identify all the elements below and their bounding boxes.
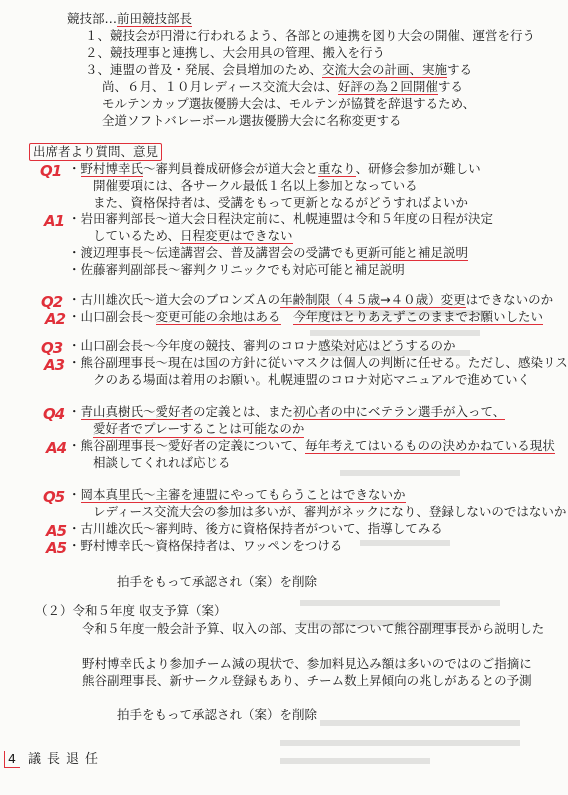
- budget-comment: 野村博幸氏より参加チーム減の現状で、参加料見込み額は多いのではのご指摘に: [82, 656, 532, 671]
- q1-line-2: 開催要項には、各サークル最低１名以上参加となっている: [93, 178, 418, 193]
- budget-reply: 熊谷副理事長、新サークル登録もあり、チーム数上昇傾向の兆しがあるとの予測: [82, 673, 532, 688]
- duty-3-highlight: 交流大会の計画、実施: [322, 62, 448, 77]
- approval-note: 拍手をもって承認され（案）を削除: [117, 574, 318, 589]
- q1-highlight: 重なり: [318, 161, 356, 176]
- a1-highlight: 日程変更はできない: [180, 228, 293, 243]
- duty-3-tail: する: [447, 62, 473, 77]
- q3-line: ・山口副会長～今年度の競技、審判のコロナ感染対応はどうするのか: [68, 338, 456, 353]
- ladies-event-note: [102, 79, 463, 95]
- dept-head-name: 前田競技部長: [117, 11, 193, 26]
- q2-tail: はできないのか: [465, 292, 554, 307]
- a4-line: [68, 438, 555, 454]
- q4-highlight: 初心者の中にベテラン選手が入って、: [293, 404, 506, 419]
- a5-line: ・古川雄次氏～審判時、後方に資格保持者がついて、指導してみる: [68, 521, 443, 536]
- a1b-highlight: 更新可能と補足説明: [355, 245, 469, 260]
- a1-line: ・岩田審判部長～道大会日程決定前に、札幌連盟は令和５年度の日程が決定: [68, 211, 494, 226]
- duty-3-text: ３、連盟の普及・発展、会員増加のため、: [85, 62, 323, 77]
- duty-1: １、競技会が円滑に行われるよう、各部との連携を図り大会の開催、運営を行う: [85, 28, 536, 43]
- bullet: ・: [68, 161, 81, 176]
- marker-a2: A2: [45, 310, 66, 328]
- q2-line: [68, 292, 553, 308]
- a5-line-2: ・野村博幸氏～資格保持者は、ワッペンをつける: [68, 538, 343, 553]
- a2-highlight-2: 今年度はとりあえずこのままでお願いしたい: [293, 309, 544, 324]
- marker-q1: Q1: [40, 162, 62, 180]
- marker-a1: A1: [44, 212, 65, 230]
- marker-a4: A4: [46, 439, 67, 457]
- molten-cup-note: モルテンカップ選抜優勝大会は、モルテンが協賛を辞退するため、: [102, 96, 476, 111]
- bullet: ・: [68, 487, 81, 502]
- qa-section-heading: 出席者より質問、意見: [29, 143, 162, 161]
- marker-q2: Q2: [41, 293, 63, 311]
- dept-label: 競技部…: [67, 11, 118, 26]
- q2-text: ・古川雄次氏～道大会のブロンズＡの: [68, 292, 281, 307]
- budget-line: 令和５年度一般会計予算、収入の部、支出の部について熊谷副理事長から説明した: [82, 621, 545, 636]
- a1b-text: ・渡辺理事長～伝達講習会、普及講習会の受講でも: [68, 245, 356, 260]
- marker-a3: A3: [44, 356, 65, 374]
- budget-heading: （２）令和５年度 収支予算（案）: [35, 603, 227, 618]
- rename-note: 全道ソフトバレーボール選抜優勝大会に名称変更する: [102, 113, 402, 128]
- a1-line-3: [68, 245, 468, 261]
- q4-line-2: 愛好者でプレーすることは可能なのか: [93, 421, 305, 436]
- section-4-heading: [4, 751, 104, 768]
- q2-highlight: 年齢制限（４５歳→４０歳）変更: [280, 292, 466, 307]
- a4-line-2: 相談してくれれば応じる: [93, 455, 231, 470]
- q4-speaker: 青山真樹氏～愛好者: [80, 404, 194, 419]
- a1-line-4: ・佐藤審判副部長～審判クリニックでも対応可能と補足説明: [68, 262, 405, 277]
- q1-speaker: 野村博幸氏: [80, 161, 144, 176]
- a3-line: ・熊谷副理事長～現在は国の方針に従いマスクは個人の判断に任せる。ただし、感染リス: [68, 355, 568, 370]
- q1-tail: 、研修会参加が難しい: [355, 161, 481, 176]
- q5-line: [68, 487, 406, 503]
- marker-q5: Q5: [43, 488, 65, 506]
- ladies-event-text: 尚、６月、１０月レディース交流大会は、: [102, 79, 338, 94]
- q4-line: [68, 404, 505, 420]
- a2-text: ・山口副会長～: [68, 309, 156, 324]
- ladies-event-highlight: 好評の為２回開催: [337, 79, 438, 94]
- duty-3: [85, 62, 472, 78]
- marker-q3: Q3: [41, 339, 63, 357]
- section-title: 議長退任: [27, 752, 104, 767]
- q5-highlight: 岡本真里氏～主審を連盟にやってもらうことはできないか: [80, 487, 406, 502]
- marker-a5-2: A5: [46, 539, 67, 557]
- a4-text: ・熊谷副理事長～愛好者の定義について、: [68, 438, 306, 453]
- a1-text: しているため、: [93, 228, 181, 243]
- ladies-event-tail: する: [437, 79, 463, 94]
- a2-gap: [281, 309, 294, 324]
- dept-line: [67, 11, 192, 27]
- marker-q4: Q4: [43, 405, 65, 423]
- section-number: 4: [4, 751, 20, 768]
- marker-a5: A5: [46, 522, 67, 540]
- q4-text: の定義とは、また: [193, 404, 294, 419]
- q1-text: ～審判員養成研修会が道大会と: [143, 161, 319, 176]
- q1-line-3: また、資格保持者は、受講をもって更新となるがどうすればよいか: [93, 195, 469, 210]
- a2-line: [68, 309, 543, 325]
- duty-2: ２、競技理事と連携し、大会用具の管理、搬入を行う: [85, 45, 386, 60]
- q1-line: [68, 161, 481, 177]
- a1-line-2: [93, 228, 293, 244]
- a4-highlight: 毎年考えてはいるものの決めかねている現状: [305, 438, 555, 453]
- q5-line-2: レディース交流大会の参加は多いが、審判がネックになり、登録しないのではないか: [93, 504, 567, 519]
- a2-highlight: 変更可能の余地はある: [155, 309, 281, 324]
- a3-line-2: クのある場面は着用のお願い。札幌連盟のコロナ対応マニュアルで進めていく: [93, 372, 531, 387]
- approval-note-2: 拍手をもって承認され（案）を削除: [117, 707, 318, 722]
- bullet: ・: [68, 404, 81, 419]
